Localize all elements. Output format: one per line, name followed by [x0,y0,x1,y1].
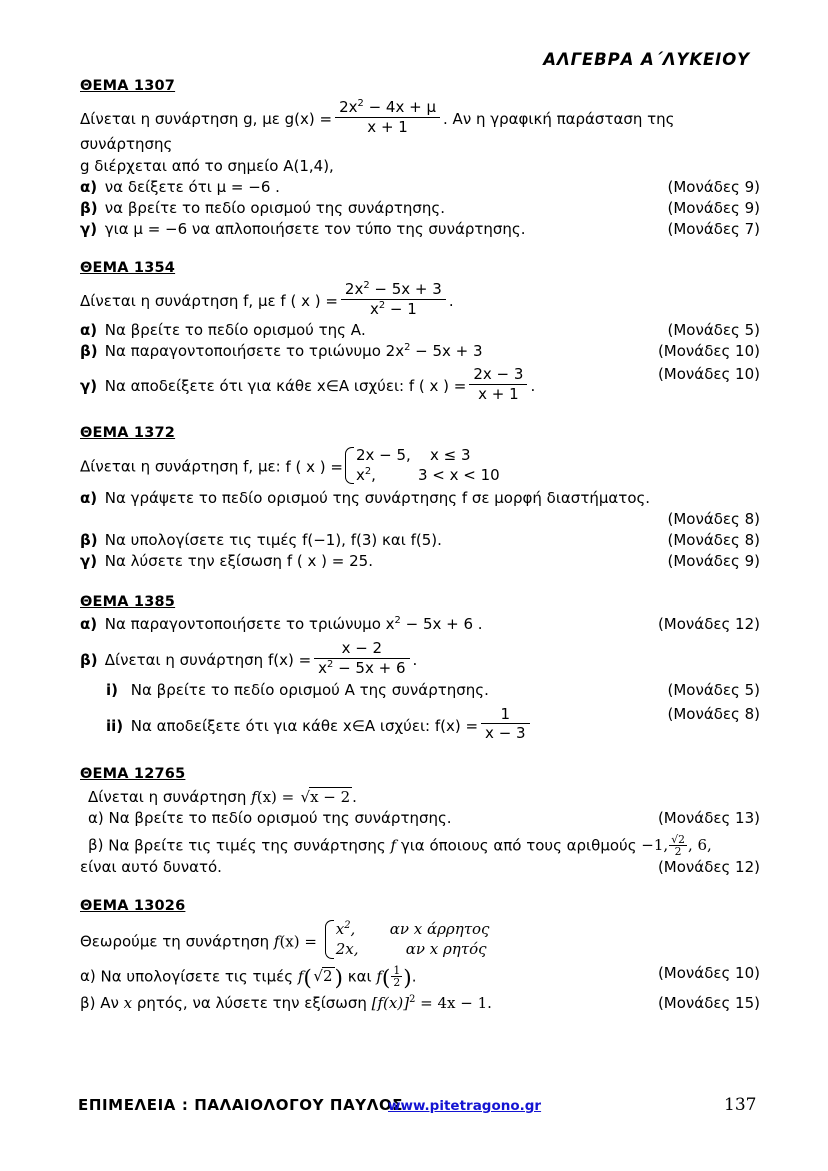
item-label: α) [80,177,98,196]
inline-math: f ( x ) = 25 [286,552,369,571]
item-label: β) [80,993,96,1012]
item-beta [80,834,760,858]
item-label: ii) [106,716,124,735]
item-beta [80,994,760,1014]
fraction [469,366,527,403]
case-expr-2: 2x, [335,940,359,959]
item-text: Να υπολογίσετε τις τιμές f( √2) και f( $\frac{1}{2}$ ). [100,963,417,991]
item-gamma [80,220,760,240]
inline-math: $2x^2 - 5x + 3$ [385,342,483,361]
item-sub-i [80,681,760,701]
item-label: α) [80,321,98,340]
section-intro-line [80,281,760,318]
item-label: β) [80,531,98,550]
marks-label: (Μονάδες 12) [657,615,760,634]
intro-text-cont: . Αν η γραφική παράσταση της συνάρτησης [80,110,675,153]
item-beta [80,342,760,362]
inline-math: $[f(x)]^2 = 4x - 1$. [371,993,492,1012]
document-body [80,78,760,1018]
item-gamma [80,366,760,403]
item-label: γ) [80,552,98,571]
fraction-numerator: $2x^2 - 5x + 3$ [344,279,442,298]
section-thema-1354 [80,260,760,403]
case-row-2: $x^2$, 3 < x < 10 [355,465,500,484]
function-symbol-f: f(x) [251,788,277,807]
number-list: −1, $\frac{√2}{2}$ , 6, [641,832,712,859]
item-text: να δείξετε ότι μ = −6 . [104,177,280,196]
inline-math: f(x) = $\frac{x - 2}{x^2 - 5x + 6}$ . [267,639,418,677]
section-title: ΘΕΜΑ 12765 [80,766,186,783]
marks-label: (Μονάδες 9) [667,198,760,217]
marks-label: (Μονάδες 10) [657,963,760,982]
item-text: για μ = −6 να απλοποιήσετε τον τύπο της συνάρτησης. [104,219,526,238]
case-cond-1: αν x άρρητος [389,920,490,939]
marks-label: (Μονάδες 10) [657,342,760,361]
case-row-1 [336,919,490,939]
item-label: β) [88,836,104,855]
f-of-one-half: ( $\frac{1}{2}$ ) [381,963,412,991]
item-alpha [80,809,760,829]
section-intro-line: Δίνεται η συνάρτηση f(x) = √x − 2 . [88,788,357,807]
function-symbol-f: f [376,967,382,986]
item-label: i) [106,680,118,699]
function-symbol-f: f [297,967,304,986]
item-alpha [80,178,760,198]
item-label: γ) [80,219,98,238]
footer-author: ΕΠΙΜΕΛΕΙΑ : ΠΑΛΑΙΟΛΟΓΟΥ ΠΑΥΛΟΣ [78,1096,404,1114]
piecewise-cases [322,919,490,959]
section-thema-12765 [80,766,760,878]
section-intro-line [80,446,760,485]
section-thema-1372 [80,425,760,572]
piecewise-cases [343,446,500,485]
square-root: √2 [313,967,333,986]
item-beta [80,640,760,677]
section-title: ΘΕΜΑ 1372 [80,425,176,442]
formula-piecewise-f: f ( x ) = 2x − 5, x ≤ 3 $x^2$, 3 < x < 10 [285,446,500,484]
item-beta-continuation [80,858,760,878]
marks-label: (Μονάδες 15) [657,993,760,1012]
item-text-tail: είναι αυτό δυνατό. [80,858,222,877]
item-alpha [80,615,760,635]
fraction-denominator: $x^2 - 1$ [341,299,446,318]
fraction-numerator: 1 [393,963,401,977]
section-title: ΘΕΜΑ 13026 [80,898,186,915]
item-text: Να γράψετε το πεδίο ορισμού της συνάρτησης f σε μορφή διαστήματος. [104,489,651,508]
case-row-1: 2x − 5, x ≤ 3 [355,446,471,465]
inline-math: f ( x ) = $\frac{2x - 3}{x + 1}$ . [408,365,536,404]
section-title: ΘΕΜΑ 1354 [80,259,176,276]
item-alpha-marks-row [80,510,760,530]
section-intro-line-2: g διέρχεται από το σημείο Α(1,4), [80,156,334,175]
marks-label: (Μονάδες 13) [657,808,760,827]
fraction-denominator: $x^2 - 5x + 6$ [314,658,409,677]
case-cond-2: αν x ρητός [405,940,487,959]
case-expr-1: $x^2$, [335,920,356,939]
fraction-denominator: x + 1 [469,384,527,403]
fraction [335,99,440,136]
item-text: Να αποδείξετε ότι για κάθε x∈Α ισχύει: f ( x ) = $\frac{2x - 3}{x + 1}$ . [104,365,536,404]
inline-math: $x^2 - 5x + 6$ [385,615,474,634]
fraction [481,706,530,743]
section-intro-line [80,99,760,153]
item-alpha [80,965,760,991]
case-expr-2: $x^2$, [355,465,376,484]
document-header-title: ΑΛΓΕΒΡΑ Α΄ΛΥΚΕΙΟΥ [543,50,750,69]
marks-label: (Μονάδες 8) [667,510,760,529]
fraction [314,640,409,677]
section-intro-line: Θεωρούμε τη συνάρτηση f(x) = $x^2$, αν x άρρητος 2x, αν x ρητός [80,920,490,959]
section-thema-1385 [80,594,760,742]
section-title: ΘΕΜΑ 1307 [80,78,176,94]
item-label: β) [80,198,98,217]
item-label: α) [88,808,104,827]
item-label: α) [80,967,96,986]
variable-x: x [123,993,133,1012]
section-thema-13026 [80,898,760,1013]
fraction [341,281,446,318]
marks-label: (Μονάδες 12) [657,858,760,877]
item-label: β) [80,651,98,670]
function-symbol-f: f [390,836,397,855]
marks-label: (Μονάδες 9) [667,177,760,196]
item-label: β) [80,342,98,361]
fraction-denominator: x − 3 [481,723,530,742]
item-text: Να βρείτε το πεδίο ορισμού της Α. [104,321,366,340]
function-symbol-f: f(x) [273,932,300,951]
fraction-one-half [391,965,402,989]
item-beta [80,199,760,219]
item-text: Αν x ρητός, να λύσετε την εξίσωση $[f(x)]^2 = 4x - 1$. [100,993,492,1012]
marks-label: (Μονάδες 5) [667,680,760,699]
item-gamma [80,552,760,572]
fraction-numerator: x − 2 [341,639,383,658]
inline-math: μ = −6 [216,177,271,196]
item-alpha [80,321,760,341]
item-alpha [80,489,760,509]
marks-label: (Μονάδες 9) [667,552,760,571]
item-text: Να παραγοντοποιήσετε το τριώνυμο $x^2 - 5x + 6$ . [104,615,483,634]
item-label: γ) [80,377,98,396]
fraction-denominator: 2 [669,845,687,857]
fraction-numerator: 2x − 3 [473,365,524,384]
inline-math: μ = −6 [133,219,188,238]
section-thema-1307 [80,78,760,240]
item-text: Να βρείτε τις τιμές της συνάρτησης f για όποιους από τους αριθμούς −1, $\frac{√2}{2}$ , 6, [108,832,712,859]
item-text: Να παραγοντοποιήσετε το τριώνυμο $2x^2 - 5x + 3$ [104,342,483,361]
inline-math: f(x) = $\frac{1}{x - 3}$ [435,717,533,735]
footer-website-link[interactable]: www.pitetragono.gr [388,1098,542,1114]
item-label: α) [80,489,98,508]
item-label: α) [80,615,98,634]
case-row-2 [336,939,490,959]
formula-g-of-x: g(x) = $\frac{2x^2 - 4x + \mu}{x + 1}$ [285,110,443,128]
marks-label: (Μονάδες 10) [657,365,760,384]
marks-label: (Μονάδες 8) [667,704,760,723]
intro-text: Δίνεται η συνάρτηση g, με [80,110,280,128]
item-text: Δίνεται η συνάρτηση f(x) = $\frac{x - 2}{x^2 - 5x + 6}$ . [104,639,418,677]
item-sub-ii [80,706,760,743]
marks-label: (Μονάδες 7) [667,219,760,238]
page-number: 137 [724,1095,757,1115]
fraction-denominator: 2 [393,975,401,989]
formula-f-of-x: f ( x ) = $\frac{2x^2 - 5x + 3}{x^2 - 1}$ . [280,279,454,318]
fraction-numerator: $2x^2 - 4x + \mu$ [339,98,437,116]
item-text: να βρείτε το πεδίο ορισμού της συνάρτησης. [104,198,445,217]
square-root: √x − 2 [300,788,351,807]
item-text: Να αποδείξετε ότι για κάθε x∈Α ισχύει: f(x) = $\frac{1}{x - 3}$ [131,717,533,735]
page-footer [0,1096,828,1136]
intro-text: Δίνεται η συνάρτηση f, με: [80,457,281,476]
section-title: ΘΕΜΑ 1385 [80,594,176,611]
marks-label: (Μονάδες 5) [667,321,760,340]
marks-label: (Μονάδες 8) [667,531,760,550]
intro-text: Δίνεται η συνάρτηση f, με [80,291,276,310]
f-of-sqrt2: ( √2) [303,965,344,991]
item-text: Να βρείτε το πεδίο ορισμού Α της συνάρτησης. [130,680,489,699]
item-text: Να υπολογίσετε τις τιμές f(−1), f(3) και f(5). [104,531,442,550]
item-text: Να βρείτε το πεδίο ορισμού της συνάρτησης. [108,808,452,827]
fraction-sqrt2-over-2 [669,834,687,858]
item-beta [80,531,760,551]
fraction-numerator: √2 [671,832,685,846]
fraction-denominator: x + 1 [335,117,440,136]
fraction-numerator: 1 [500,704,511,723]
item-text: Να λύσετε την εξίσωση f ( x ) = 25. [104,552,373,571]
